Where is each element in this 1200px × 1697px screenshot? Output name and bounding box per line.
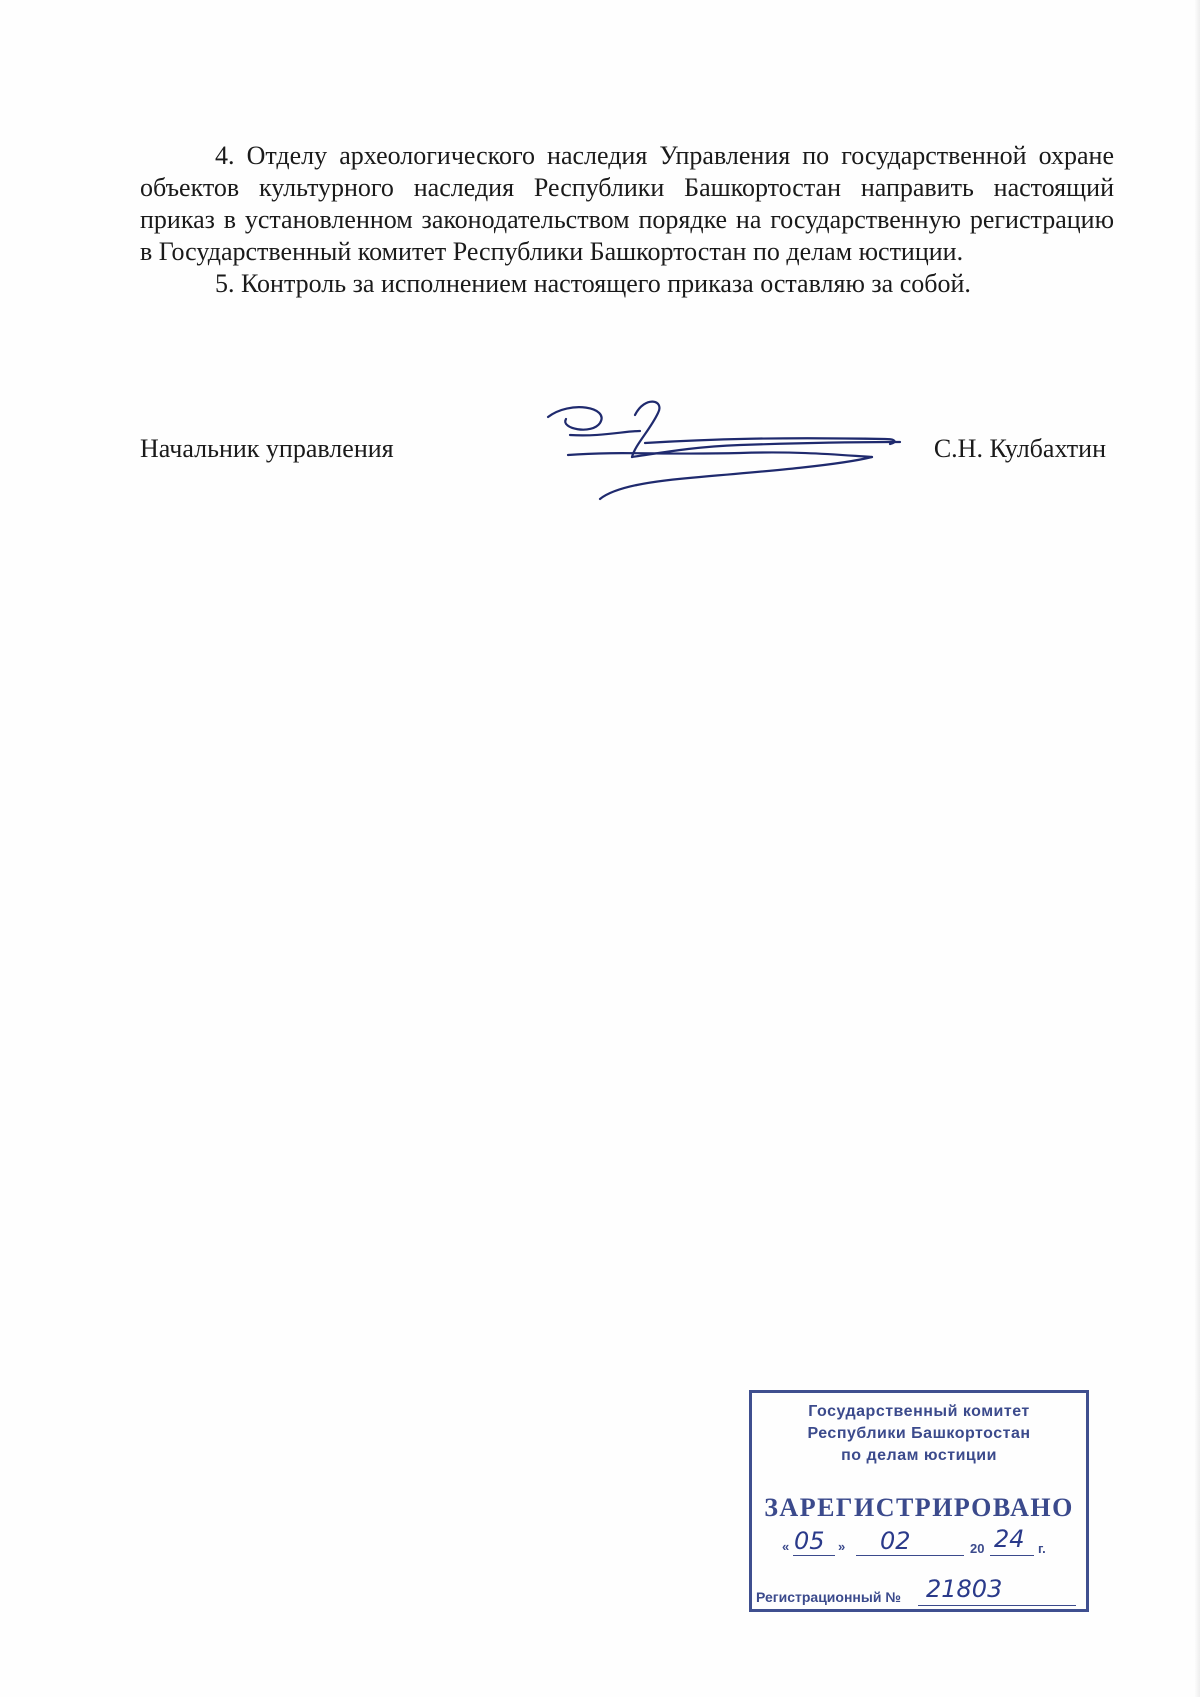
paragraph-4: 4. Отделу археологического наследия Управления по государственной охране объектов культурного наследия Республики Башкортостан направить настоящий приказ в установленном законодательством порядке на государственную регистрацию в Государственный комитет Республики Башкортостан по делам юстиции. <box>140 141 1114 266</box>
scan-edge <box>1194 0 1200 1697</box>
stamp-year-unit: г. <box>1038 1541 1046 1556</box>
stamp-republic-line: Республики Башкортостан <box>807 1425 1031 1442</box>
stamp-justice-line: по делам юстиции <box>841 1447 997 1464</box>
stamp-year-prefix: 20 <box>970 1541 985 1556</box>
stamp-close-quote: » <box>838 1539 846 1554</box>
registration-stamp <box>749 1390 1089 1612</box>
stamp-month: 02 <box>880 1527 911 1555</box>
signer-position: Начальник управления <box>140 434 394 463</box>
stamp-registered-title: ЗАРЕГИСТРИРОВАНО <box>764 1493 1074 1522</box>
stamp-open-quote: « <box>782 1539 790 1554</box>
stamp-reg-label: Регистрационный № <box>756 1589 901 1605</box>
order-text <box>140 140 1114 300</box>
paragraph-5: 5. Контроль за исполнением настоящего приказа оставляю за собой. <box>215 269 971 298</box>
stamp-year-suffix: 24 <box>994 1525 1025 1553</box>
stamp-reg-number: 21803 <box>926 1575 1003 1603</box>
stamp-day: 05 <box>794 1527 825 1555</box>
signer-name: С.Н. Кулбахтин <box>933 434 1106 463</box>
handwritten-signature <box>540 395 910 510</box>
stamp-committee-line: Государственный комитет <box>808 1403 1030 1420</box>
